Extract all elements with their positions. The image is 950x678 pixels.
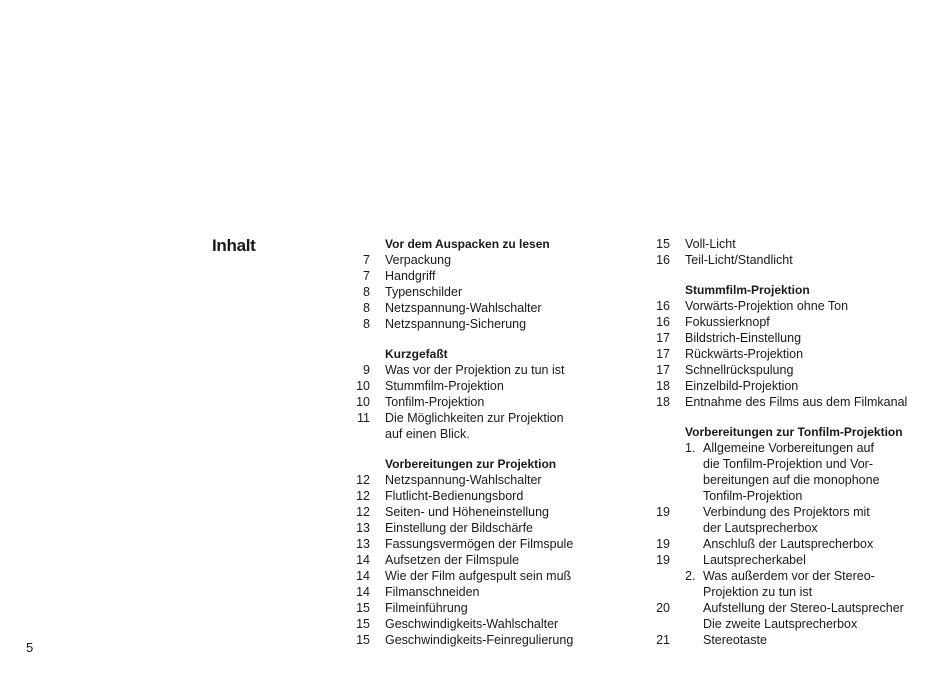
- toc-entry: [340, 552, 610, 568]
- toc-entry: [640, 298, 940, 314]
- toc-entry-text: Handgriff: [385, 269, 436, 283]
- toc-page-number: 17: [656, 347, 670, 361]
- toc-entry-text: Verpackung: [385, 253, 452, 267]
- toc-entry-text: Tonfilm-Projektion: [703, 489, 803, 503]
- toc-entry: [340, 584, 610, 600]
- toc-entry-text: 1. Allgemeine Vorbereitungen auf: [685, 441, 874, 455]
- toc-entry: [640, 552, 940, 568]
- toc-entry-text: Filmeinführung: [385, 601, 468, 615]
- toc-entry-text: Anschluß der Lautsprecherbox: [703, 537, 874, 551]
- toc-page-number: 10: [356, 379, 370, 393]
- toc-entry: [340, 362, 610, 378]
- toc-entry: [640, 584, 940, 600]
- toc-page-number: 16: [656, 253, 670, 267]
- toc-entry-text: Verbindung des Projektors mit: [703, 505, 870, 519]
- section-heading: Vorbereitungen zur Tonfilm-Projektion: [685, 425, 903, 439]
- toc-page-number: 7: [363, 253, 370, 267]
- toc-page-number: 11: [357, 411, 370, 425]
- toc-entry-text: Stummfilm-Projektion: [385, 379, 504, 393]
- toc-page-number: 14: [356, 585, 370, 599]
- toc-page-number: 8: [363, 285, 370, 299]
- toc-entry-text: Voll-Licht: [685, 237, 736, 251]
- toc-entry: [340, 488, 610, 504]
- toc-page-number: [640, 472, 670, 488]
- toc-entry-text: Tonfilm-Projektion: [385, 395, 485, 409]
- toc-page-number: [640, 488, 670, 504]
- toc-entry-text: Flutlicht-Bedienungsbord: [385, 489, 524, 503]
- toc-page-number: 19: [656, 505, 670, 519]
- toc-entry-text: Was vor der Projektion zu tun ist: [385, 363, 565, 377]
- toc-page-number: 18: [656, 395, 670, 409]
- toc-page-number: [640, 584, 670, 600]
- toc-entry-text: Die zweite Lautsprecherbox: [703, 617, 858, 631]
- toc-entry-text: Teil-Licht/Standlicht: [685, 253, 793, 267]
- toc-page-number: 15: [656, 237, 670, 251]
- toc-page-number: 7: [363, 269, 370, 283]
- section-heading: Stummfilm-Projektion: [685, 283, 810, 297]
- toc-entry-text: Bildstrich-Einstellung: [685, 331, 802, 345]
- toc-page-number: 19: [656, 537, 670, 551]
- toc-entry: [640, 520, 940, 536]
- section-heading: Vor dem Auspacken zu lesen: [385, 237, 550, 251]
- toc-entry-text: Lautsprecherkabel: [703, 553, 806, 567]
- toc-entry: [340, 616, 610, 632]
- toc-entry-text: Aufsetzen der Filmspule: [385, 553, 520, 567]
- toc-entry: [640, 632, 940, 648]
- toc-column-left: [340, 236, 610, 648]
- toc-entry: [640, 488, 940, 504]
- toc-entry-text: Seiten- und Höheneinstellung: [385, 505, 550, 519]
- toc-entry: [640, 472, 940, 488]
- toc-entry: [340, 410, 610, 426]
- toc-page-number: 14: [356, 569, 370, 583]
- toc-page-number: 14: [356, 553, 370, 567]
- toc-entry: [340, 520, 610, 536]
- toc-page-number: 17: [656, 331, 670, 345]
- toc-entry-text: bereitungen auf die monophone: [703, 473, 880, 487]
- toc-entry: [640, 236, 940, 252]
- toc-entry-text: Fokussierknopf: [685, 315, 770, 329]
- toc-entry: [640, 394, 940, 410]
- toc-entry: [340, 632, 610, 648]
- toc-page-number: 16: [656, 315, 670, 329]
- toc-entry-text: Netzspannung-Sicherung: [385, 317, 527, 331]
- toc-entry-text: der Lautsprecherbox: [703, 521, 818, 535]
- toc-entry-text: die Tonfilm-Projektion und Vor-: [703, 457, 873, 471]
- toc-entry-text: Aufstellung der Stereo-Lautsprecher: [703, 601, 904, 615]
- toc-entry: [340, 472, 610, 488]
- toc-entry: [640, 346, 940, 362]
- toc-entry: [340, 284, 610, 300]
- toc-entry: [340, 268, 610, 284]
- toc-page-number: [640, 616, 670, 632]
- toc-page-number: 9: [363, 363, 370, 377]
- toc-page-number: 10: [356, 395, 370, 409]
- toc-entry: [340, 316, 610, 332]
- toc-page-number: 8: [363, 301, 370, 315]
- toc-entry-text: Schnellrückspulung: [685, 363, 794, 377]
- toc-entry: [340, 378, 610, 394]
- toc-entry: [640, 252, 940, 268]
- toc-entry: [640, 504, 940, 520]
- toc-entry-text: Wie der Film aufgespult sein muß: [385, 569, 572, 583]
- toc-entry-label: 2.: [685, 569, 696, 583]
- toc-entry: [340, 300, 610, 316]
- toc-entry: [640, 330, 940, 346]
- toc-page-number: 21: [656, 633, 670, 647]
- toc-entry-text: Einzelbild-Projektion: [685, 379, 799, 393]
- toc-entry-text: Einstellung der Bildschärfe: [385, 521, 533, 535]
- toc-entry-text: Fassungsvermögen der Filmspule: [385, 537, 574, 551]
- toc-entry-text: Rückwärts-Projektion: [685, 347, 804, 361]
- section-heading: Vorbereitungen zur Projektion: [385, 457, 557, 471]
- toc-entry-text: Die Möglichkeiten zur Projektion: [385, 411, 564, 425]
- toc-page-number: 19: [656, 553, 670, 567]
- toc-entry-text: Netzspannung-Wahlschalter: [385, 301, 542, 315]
- toc-entry: [640, 440, 940, 456]
- toc-page-number: 18: [656, 379, 670, 393]
- toc-entry: [640, 456, 940, 472]
- toc-page-number: 13: [356, 537, 370, 551]
- toc-page-number: 15: [356, 633, 370, 647]
- toc-page-number: [640, 456, 670, 472]
- toc-page-number: 8: [363, 317, 370, 331]
- toc-column-right: [640, 236, 940, 648]
- toc-entry-text: Stereotaste: [703, 633, 767, 647]
- toc-entry: [640, 362, 940, 378]
- toc-entry-text: Netzspannung-Wahlschalter: [385, 473, 542, 487]
- toc-page-number: [640, 520, 670, 536]
- toc-entry: [640, 536, 940, 552]
- toc-entry-text: Filmanschneiden: [385, 585, 480, 599]
- toc-entry: [640, 378, 940, 394]
- toc-page-number: 15: [356, 617, 370, 631]
- toc-page-number: 12: [356, 505, 370, 519]
- toc-entry: [340, 600, 610, 616]
- toc-page-number: [640, 568, 670, 584]
- toc-page-number: [340, 426, 370, 442]
- toc-page-number: 20: [656, 601, 670, 615]
- toc-entry: [640, 314, 940, 330]
- toc-entry-text: Projektion zu tun ist: [703, 585, 813, 599]
- toc-page-number: 15: [356, 601, 370, 615]
- toc-entry: [340, 252, 610, 268]
- section-heading: Kurzgefaßt: [385, 347, 448, 361]
- page-number: 5: [26, 640, 34, 655]
- toc-page-number: 16: [656, 299, 670, 313]
- toc-page-number: 17: [656, 363, 670, 377]
- toc-entry: [640, 600, 940, 616]
- toc-entry-label: 1.: [685, 441, 696, 455]
- toc-entry: [340, 568, 610, 584]
- toc-page-number: 13: [356, 521, 370, 535]
- toc-entry-text: 2. Was außerdem vor der Stereo-: [685, 569, 875, 583]
- toc-entry: [640, 568, 940, 584]
- toc-entry-text: Vorwärts-Projektion ohne Ton: [685, 299, 849, 313]
- toc-entry: [340, 536, 610, 552]
- toc-entry: [340, 394, 610, 410]
- toc-page-number: 12: [356, 489, 370, 503]
- toc-entry-text: Geschwindigkeits-Feinregulierung: [385, 633, 574, 647]
- toc-entry: [640, 616, 940, 632]
- toc-entry-text: Geschwindigkeits-Wahlschalter: [385, 617, 559, 631]
- toc-entry-text: Typenschilder: [385, 285, 463, 299]
- toc-entry-text: auf einen Blick.: [385, 427, 470, 441]
- toc-entry: [340, 426, 610, 442]
- toc-entry-text: Entnahme des Films aus dem Filmkanal: [685, 395, 908, 409]
- page-title: Inhalt: [212, 236, 256, 255]
- toc-entry: [340, 504, 610, 520]
- toc-page-number: 12: [356, 473, 370, 487]
- toc-page-number: [640, 440, 670, 456]
